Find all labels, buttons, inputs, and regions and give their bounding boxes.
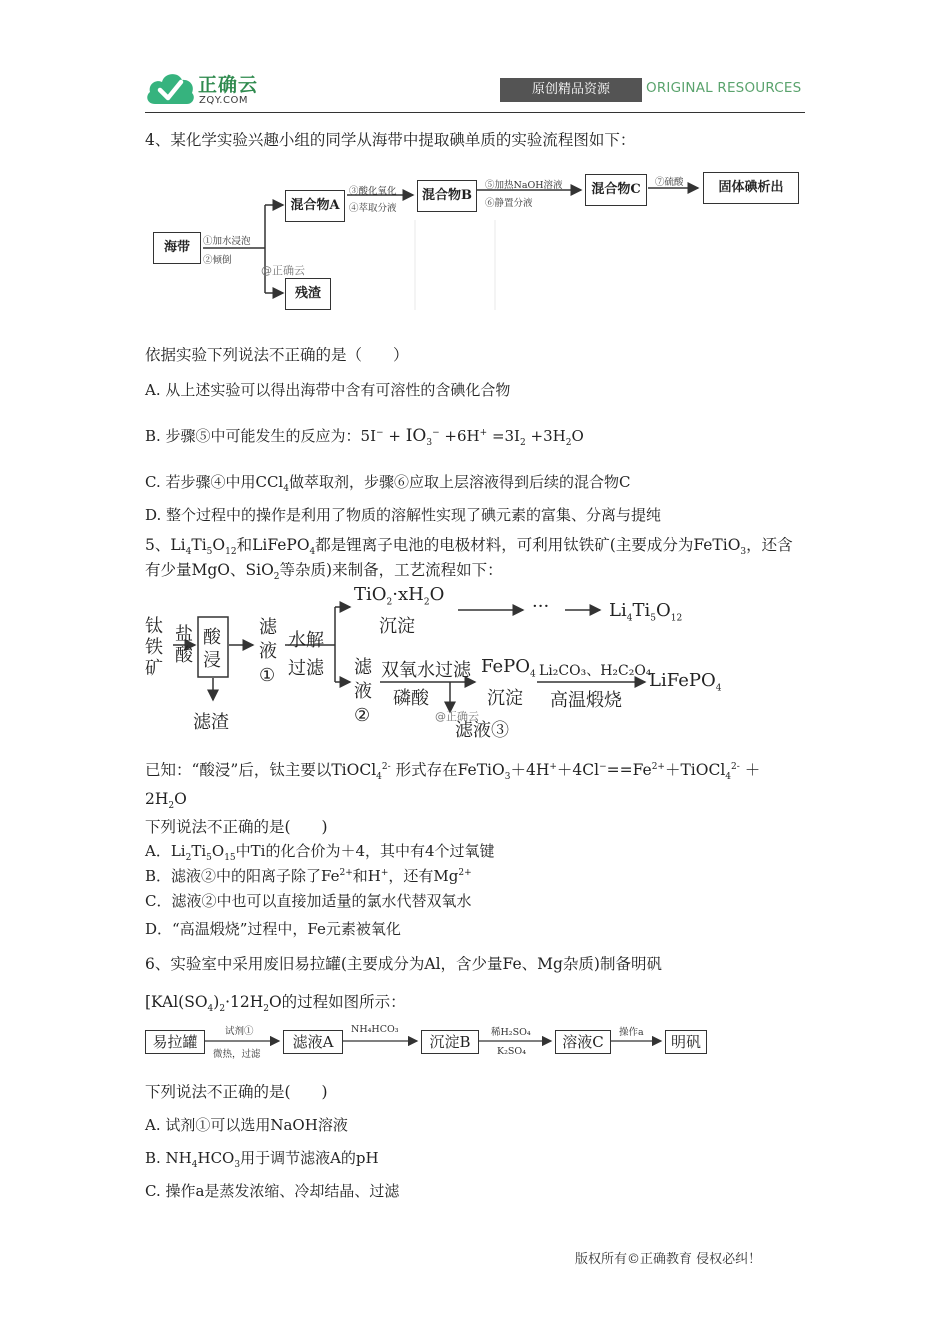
q4-prompt: 依据实验下列说法不正确的是（ ） [145, 346, 409, 364]
q5-option-b: B．滤液②中的阳离子除了$Fe^{2+}$和H+，还有$Mg^{2+}$ [145, 867, 472, 885]
q5-known-line2: $2H_2O$ [145, 790, 187, 812]
banner-original-en: ORIGINAL RESOURCES [646, 80, 802, 96]
q4-flowchart [145, 160, 805, 318]
q5-stem-line1: 5、$Li_4Ti_5O_{12}$和LiFePO$_4$都是锂离子电池的电极材料，可利用钛铁矿(主要成分为FeTiO$_3$，还含 [145, 536, 793, 558]
cloud-check-icon [145, 66, 197, 110]
q5-option-a: A．$Li_2Ti_5O_{15}$中Ti的化合价为＋4，其中有4个过氧键 [145, 842, 495, 863]
q5-option-c: C．滤液②中也可以直接加适量的氯水代替双氧水 [145, 892, 472, 910]
flow-box-precipitate-b: 沉淀B [421, 1030, 479, 1054]
flow-residue: 滤渣 [193, 712, 229, 733]
flow-h3po4: 磷酸 [393, 688, 429, 709]
q5-flowchart [145, 582, 745, 750]
flow-filter: 过滤 [288, 658, 324, 679]
flow-box-filtrate-a: 滤液A [283, 1030, 343, 1054]
q6-stem: 6、实验室中采用废旧易拉罐(主要成分为Al，含少量Fe、Mg杂质)制备明矾 [145, 955, 662, 973]
flow-label-step3: ③酸化氧化 [349, 186, 397, 197]
q4-option-c: C. 若步骤④中用CCl$_4$做萃取剂，步骤⑥应取上层溶液得到后续的混合物C [145, 473, 631, 494]
flow-filtrate-1: 滤 液 ① [259, 617, 277, 686]
flow-precipitate-1: 沉淀 [379, 616, 415, 637]
flow-filter-2: 过滤 [435, 660, 471, 681]
flow-tio2: $TiO_2\cdot xH_2O$ [354, 584, 445, 608]
flow-calcine: 高温煅烧 [550, 690, 622, 711]
flow-lifepo4: LiFePO$_4$ [649, 670, 722, 694]
flow-box-alum: 明矾 [665, 1030, 707, 1054]
flow-label-step4: ④萃取分液 [349, 203, 397, 214]
copyright-footer: 版权所有©正确教育 侵权必纠！ [575, 1252, 762, 1267]
flow-fepo4: FePO$_4$ [481, 656, 536, 680]
flow-label-operation-a: 操作a [619, 1027, 644, 1038]
flow-label-h2so4: 稀H₂SO₄ [491, 1027, 531, 1038]
q4-option-b: B. 步骤⑤中可能发生的反应为：$5I^- + IO_3^- +6H^+ =3I_2 +3H_2O$ [145, 426, 584, 448]
flow-label-k2so4: K₂SO₄ [497, 1046, 527, 1057]
q4-option-a: A. 从上述实验可以得出海带中含有可溶性的含碘化合物 [145, 381, 511, 399]
flow-hcl: 盐 酸 [175, 624, 193, 666]
flow-precipitate-2: 沉淀 [487, 688, 523, 709]
flow-filtrate-2: 滤 液 ② [354, 657, 372, 726]
flow-label-heat-filter: 微热，过滤 [213, 1049, 261, 1060]
flow-label-reagent1: 试剂① [225, 1026, 254, 1037]
flow-label-nh4hco3: NH₄HCO₃ [351, 1024, 399, 1035]
q5-stem-line2: 有少量MgO、SiO$_2$等杂质)来制备，工艺流程如下： [145, 561, 503, 583]
brand-domain: ZQY.COM [199, 95, 248, 106]
flow-box-solution-c: 溶液C [555, 1030, 611, 1054]
q6-option-a: A. 试剂①可以选用NaOH溶液 [145, 1116, 348, 1134]
flow-box-haidai: 海带 [153, 232, 201, 264]
banner-original: 原创精品资源 [500, 78, 642, 102]
q4-option-d: D. 整个过程中的操作是利用了物质的溶解性实现了碘元素的富集、分离与提纯 [145, 506, 662, 524]
brand-name: 正确云 [198, 74, 259, 96]
flow-hydrolysis: 水解 [288, 630, 324, 651]
flow-label-step5: ⑤加热NaOH溶液 [485, 180, 563, 191]
watermark: @正确云 [261, 264, 305, 277]
flow-box-can: 易拉罐 [145, 1030, 205, 1054]
q6-formula: [$KAl(SO_4)_2\cdot 12H_2O$的过程如图所示： [145, 993, 406, 1015]
flow-box-mix-b: 混合物B [417, 180, 477, 212]
flow-box-residue: 残渣 [285, 278, 331, 310]
flow-ore: 钛 铁 矿 [145, 616, 163, 679]
flow-label-step2: ②倾倒 [203, 255, 232, 266]
q6-option-c: C. 操作a是蒸发浓缩、冷却结晶、过滤 [145, 1182, 400, 1200]
q6-option-b: B. $NH_4HCO_3$用于调节滤液A的pH [145, 1149, 379, 1170]
watermark: @正确云 [435, 710, 479, 723]
flow-reagents: Li₂CO₃、H₂C₂O₄ [539, 663, 652, 679]
flow-box-mix-a: 混合物A [285, 190, 345, 222]
flow-ellipsis: ··· [532, 596, 550, 617]
q5-known: 已知：“酸浸”后，钛主要以TiOCl$_4^{2-}$ 形式存在$FeTiO_3+4H^++4Cl^-==Fe^{2+}+TiOCl_4^{2-}$ ＋ [145, 761, 761, 783]
q4-stem: 4、某化学实验兴趣小组的同学从海带中提取碘单质的实验流程图如下： [145, 131, 636, 149]
flow-box-solid-iodine: 固体碘析出 [703, 172, 799, 204]
flow-acid-leach: 酸 浸 [203, 627, 221, 671]
q6-prompt: 下列说法不正确的是( ) [145, 1083, 328, 1101]
flow-label-step6: ⑥静置分液 [485, 198, 533, 209]
flow-h2o2: 双氧水 [381, 660, 435, 681]
flow-label-step1: ①加水浸泡 [203, 236, 251, 247]
flow-li4ti5o12: $Li_4Ti_5O_{12}$ [609, 600, 683, 624]
q6-flowchart [145, 1020, 710, 1064]
header-divider [145, 112, 805, 113]
q5-prompt: 下列说法不正确的是( ) [145, 818, 328, 836]
flow-box-mix-c: 混合物C [585, 174, 647, 206]
flow-filtrate-3: 滤液③ [455, 720, 509, 741]
q5-option-d: D．“高温煅烧”过程中，Fe元素被氧化 [145, 920, 401, 938]
flow-label-step7: ⑦硫酸 [655, 177, 684, 188]
